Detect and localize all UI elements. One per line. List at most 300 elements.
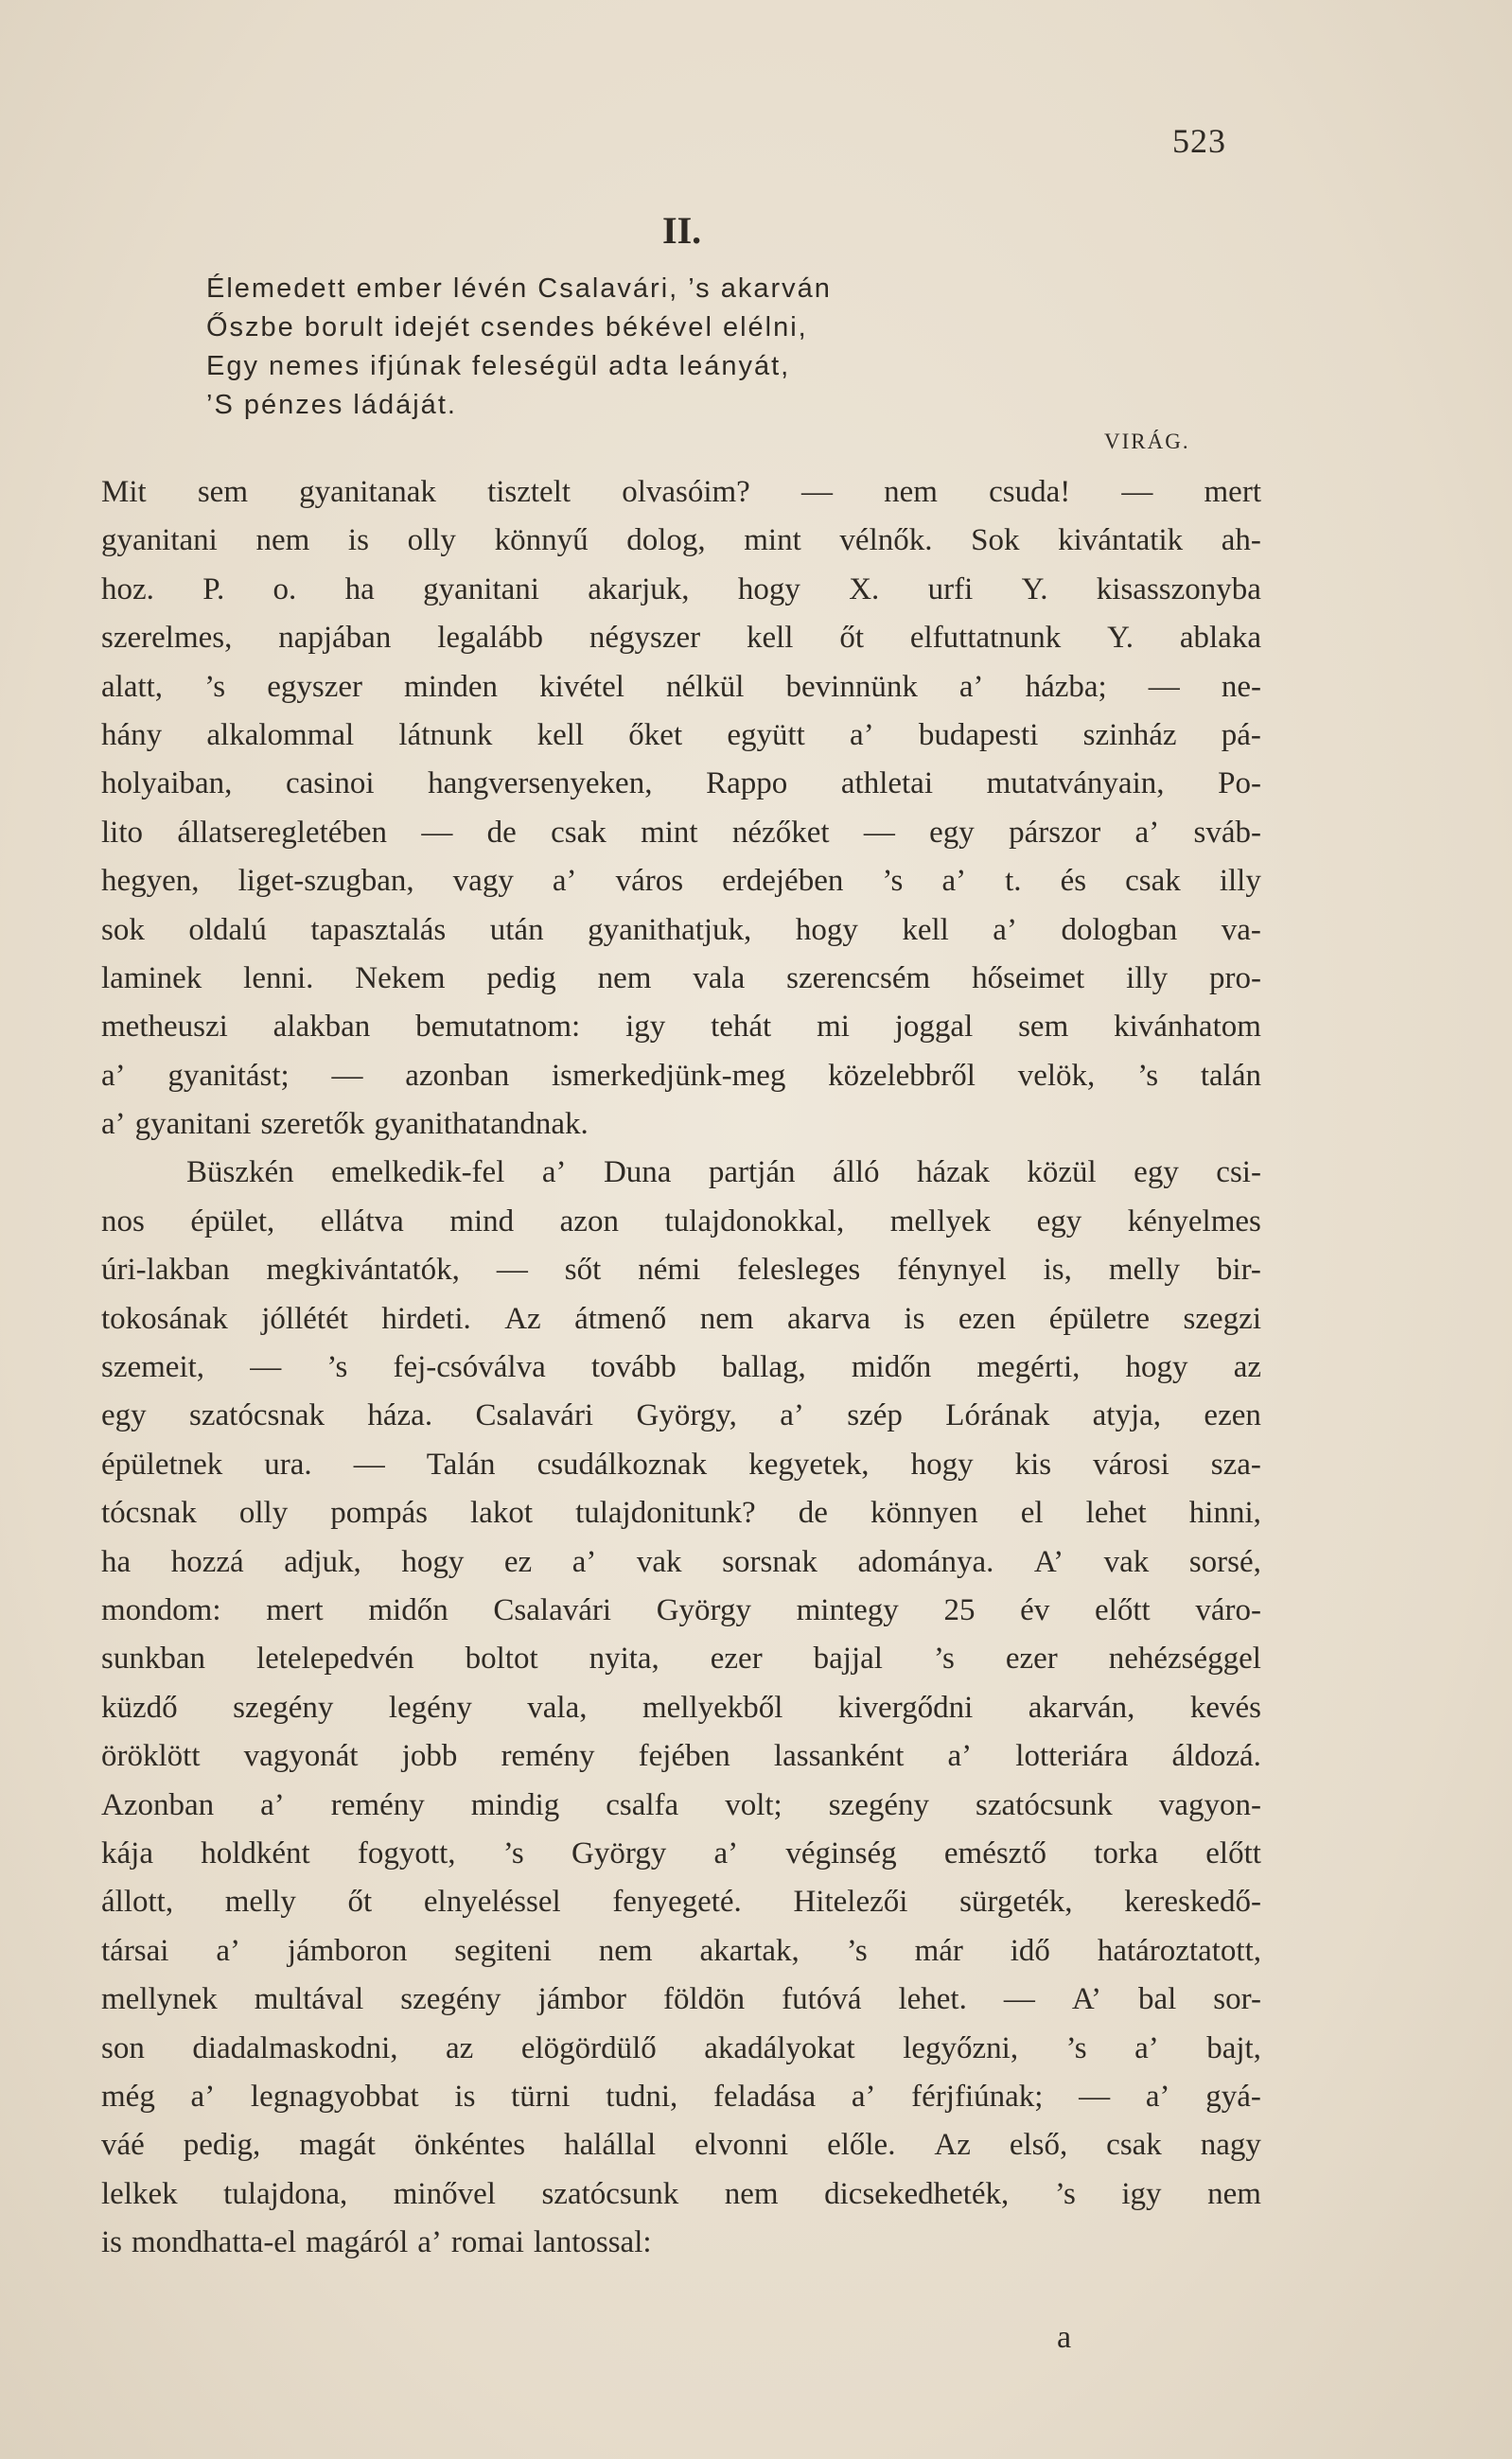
word: a’ <box>101 1107 126 1142</box>
word: szatócsnak <box>189 1398 325 1433</box>
text-line <box>101 517 1261 565</box>
word: a’ <box>780 1398 804 1433</box>
word: az <box>446 2030 474 2065</box>
text-line <box>101 711 1261 760</box>
text-line <box>101 1441 1261 1489</box>
word: adjuk, <box>284 1544 361 1579</box>
word: nem <box>699 1301 754 1336</box>
epigraph-line: Egy nemes ifjúnak feleségül adta leányát, <box>206 351 791 381</box>
word: városi <box>1093 1447 1169 1482</box>
word: előle. <box>827 2128 896 2163</box>
word: ismerkedjünk-meg <box>551 1058 786 1093</box>
word: nem <box>724 2176 779 2211</box>
word: remény <box>330 1787 425 1822</box>
body-text <box>101 468 1261 2267</box>
word: pá- <box>1221 717 1261 752</box>
word: hirdeti. <box>381 1301 471 1336</box>
word: csuda! <box>989 475 1071 509</box>
word: liget-szugban, <box>237 864 414 899</box>
word: velök, <box>1017 1058 1096 1093</box>
word: va- <box>1221 912 1261 947</box>
word: — <box>1079 2079 1111 2114</box>
word: egy <box>929 815 975 850</box>
word: hoz. <box>101 571 154 606</box>
word: melly <box>1108 1253 1180 1288</box>
word: hegyen, <box>101 864 200 899</box>
word: küzdő <box>101 1690 178 1725</box>
word: holdként <box>201 1835 310 1871</box>
word: őket <box>628 717 683 752</box>
word: csudálkoznak <box>536 1447 708 1482</box>
word: még <box>101 2079 155 2114</box>
word: is <box>904 1301 925 1336</box>
word: kell <box>902 912 949 947</box>
word: Azonban <box>101 1787 215 1822</box>
word: a’ <box>260 1787 285 1822</box>
text-line <box>101 1100 1261 1149</box>
word: sza- <box>1210 1447 1261 1482</box>
word: hogy <box>401 1544 465 1579</box>
epigraph-line: ’S pénzes ládáját. <box>206 390 457 420</box>
word: tócsnak <box>101 1496 197 1531</box>
word: vagyon- <box>1158 1787 1261 1822</box>
word: metheuszi <box>101 1010 228 1045</box>
word: elnyeléssel <box>423 1885 561 1920</box>
word: joggal <box>894 1010 974 1045</box>
word: athletai <box>840 766 933 801</box>
word: — <box>496 1253 528 1288</box>
word: közelebbről <box>828 1058 976 1093</box>
word: lito <box>101 815 144 850</box>
text-line <box>101 2170 1261 2219</box>
word: A’ <box>1033 1544 1064 1579</box>
word: jámboron <box>287 1933 408 1968</box>
word: akarjuk, <box>588 571 690 606</box>
word: lehet. <box>898 1982 967 2017</box>
word: dologban <box>1061 912 1178 947</box>
word: lantossal: <box>533 2225 652 2260</box>
word: multával <box>254 1982 364 2017</box>
word: mert <box>266 1592 324 1627</box>
word: azonban <box>405 1058 510 1093</box>
word: Y. <box>1107 621 1134 656</box>
word: romai <box>450 2225 524 2260</box>
word: ballag, <box>721 1350 806 1385</box>
word: csak <box>1106 2128 1162 2163</box>
word: a’ <box>541 1155 567 1190</box>
word: ’s <box>502 1835 524 1871</box>
word: kényelmes <box>1127 1203 1261 1238</box>
word: — <box>1121 475 1153 509</box>
text-line <box>101 1635 1261 1683</box>
word: gyanithatjuk, <box>588 912 752 947</box>
word: halállal <box>564 2128 657 2163</box>
word: állatseregletében <box>177 815 388 850</box>
word: és <box>1060 864 1087 899</box>
word: sunkban <box>101 1642 205 1677</box>
word: négyszer <box>589 621 701 656</box>
word: fenyegeté. <box>612 1885 742 1920</box>
word: de <box>798 1496 828 1531</box>
word: az <box>1233 1350 1261 1385</box>
word: nézőket <box>731 815 830 850</box>
word: ’s <box>1065 2030 1087 2065</box>
word: mi <box>817 1010 850 1045</box>
word: épület, <box>190 1203 275 1238</box>
word: megérti, <box>976 1350 1081 1385</box>
word: látnunk <box>398 717 493 752</box>
word: dicsekedheték, <box>824 2176 1010 2211</box>
word: a’ <box>850 717 874 752</box>
word: nem <box>884 475 938 509</box>
word: kivétel <box>539 669 624 704</box>
word: atyja, <box>1092 1398 1162 1433</box>
epigraph-attribution: VIRÁG. <box>1104 430 1190 453</box>
word: tokosának <box>101 1301 228 1336</box>
word: együtt <box>727 717 805 752</box>
word: illy <box>1126 960 1169 995</box>
word: letelepedvén <box>255 1642 414 1677</box>
text-line <box>101 809 1261 857</box>
word: akadályokat <box>704 2030 855 2065</box>
word: Az <box>934 2128 971 2163</box>
word: a’ <box>1134 815 1160 850</box>
word: fej-csóválva <box>393 1350 546 1385</box>
word: nem <box>1207 2176 1261 2211</box>
text-line <box>101 1684 1261 1732</box>
word: bal <box>1137 1982 1177 2017</box>
word: midőn <box>368 1592 448 1627</box>
word: lakot <box>470 1496 533 1531</box>
word: — <box>863 815 895 850</box>
word: egyszer <box>267 669 362 704</box>
word: Az <box>504 1301 541 1336</box>
word: ah- <box>1221 523 1261 558</box>
word: vala, <box>527 1690 588 1725</box>
word: kegyetek, <box>748 1447 870 1482</box>
word: fogyott, <box>357 1835 456 1871</box>
chapter-heading: II. <box>662 209 702 252</box>
word: a’ <box>941 864 967 899</box>
word: ’s <box>846 1933 868 1968</box>
word: partján <box>708 1155 796 1190</box>
word: mert <box>1204 475 1261 509</box>
word: — <box>331 1058 363 1093</box>
word: a’ <box>958 669 984 704</box>
word: laminek <box>101 960 202 995</box>
word: lassanként <box>773 1739 905 1774</box>
word: is <box>454 2079 476 2114</box>
word: nos <box>101 1203 145 1238</box>
word: alkalommal <box>206 717 355 752</box>
word: őt <box>347 1885 373 1920</box>
word: idő <box>1010 1933 1050 1968</box>
text-line <box>101 2219 1261 2267</box>
word: gyá- <box>1205 2079 1261 2114</box>
word: kivántatik <box>1058 523 1184 558</box>
word: épületre <box>1048 1301 1151 1336</box>
word: A’ <box>1071 1982 1101 2017</box>
word: Sok <box>971 523 1020 558</box>
word: pro- <box>1208 960 1261 995</box>
word: a’ <box>851 2079 876 2114</box>
word: sok <box>101 912 145 947</box>
word: véginség <box>785 1835 897 1871</box>
word: lelkek <box>101 2176 178 2211</box>
word: lehet <box>1085 1496 1147 1531</box>
text-line <box>101 1976 1261 2024</box>
word: sürgeték, <box>959 1885 1073 1920</box>
word: minden <box>404 669 499 704</box>
word: öröklött <box>101 1739 201 1774</box>
word: György <box>571 1835 667 1871</box>
word: könnyű <box>494 523 589 558</box>
word: dolog, <box>626 523 706 558</box>
word: sem <box>1018 1010 1069 1045</box>
word: nehézséggel <box>1108 1642 1261 1677</box>
text-line <box>101 857 1261 905</box>
word: egy <box>101 1398 147 1433</box>
word: nélkül <box>665 669 745 704</box>
word: olvasóim? <box>622 475 750 509</box>
word: szerelmes, <box>101 621 233 656</box>
word: mindig <box>470 1787 560 1822</box>
word: háza. <box>367 1398 433 1433</box>
word: melly <box>224 1885 296 1920</box>
word: váé <box>101 2128 145 2163</box>
word: elögördülő <box>520 2030 657 2065</box>
word: ellátva <box>320 1203 404 1238</box>
word: felesleges <box>737 1253 861 1288</box>
word: illy <box>1219 864 1261 899</box>
word: el <box>1020 1496 1044 1531</box>
word: is <box>101 2225 123 2260</box>
word: György, <box>636 1398 737 1433</box>
word: casinoi <box>286 766 375 801</box>
word: szép <box>847 1398 903 1433</box>
word: Lórának <box>945 1398 1050 1433</box>
word: legnagyobbat <box>250 2079 419 2114</box>
word: Po- <box>1218 766 1261 801</box>
word: Nekem <box>355 960 446 995</box>
word: Hitelezői <box>793 1885 908 1920</box>
text-line <box>101 1878 1261 1926</box>
word: kevés <box>1189 1690 1261 1725</box>
word: mondhatta-el <box>132 2225 297 2260</box>
word: diadalmaskodni, <box>192 2030 398 2065</box>
word: magáról <box>306 2225 409 2260</box>
text-line <box>101 1538 1261 1587</box>
text-line <box>101 1830 1261 1878</box>
word: a’ <box>947 1739 973 1774</box>
word: gyanitást; <box>167 1058 290 1093</box>
word: futóvá <box>782 1982 862 2017</box>
word: a’ <box>713 1835 739 1871</box>
word: adománya. <box>857 1544 994 1579</box>
word: tulajdonokkal, <box>664 1203 845 1238</box>
word: elvonni <box>694 2128 789 2163</box>
word: György <box>656 1592 751 1627</box>
word: csak <box>551 815 607 850</box>
word: elfuttatnunk <box>909 621 1062 656</box>
word: boltot <box>465 1642 538 1677</box>
word: akarván, <box>1028 1690 1135 1725</box>
word: vagy <box>452 864 514 899</box>
text-line <box>101 1003 1261 1051</box>
word: ezer <box>710 1642 763 1677</box>
word: vak <box>1103 1544 1150 1579</box>
word: a’ <box>1134 2030 1159 2065</box>
word: lenni. <box>243 960 314 995</box>
word: alatt, <box>101 669 164 704</box>
word: remény <box>501 1739 595 1774</box>
word: tudni, <box>606 2079 678 2114</box>
word: egy <box>1134 1155 1179 1190</box>
word: első, <box>1009 2128 1068 2163</box>
word: — <box>1003 1982 1035 2017</box>
word: lotteriára <box>1015 1739 1129 1774</box>
word: állott, <box>101 1885 174 1920</box>
text-line <box>101 1732 1261 1781</box>
word: a’ <box>101 1058 126 1093</box>
epigraph-line: Őszbe borult idejét csendes békével elélni, <box>206 312 808 343</box>
word: csak <box>1125 864 1181 899</box>
word: o. <box>273 571 297 606</box>
word: olly <box>407 523 456 558</box>
word: ablaka <box>1179 621 1261 656</box>
word: kája <box>101 1835 153 1871</box>
word: midőn <box>851 1350 932 1385</box>
word: ’s <box>1137 1058 1159 1093</box>
word: kivánhatom <box>1114 1010 1261 1045</box>
word: bajt, <box>1206 2030 1261 2065</box>
word: Duna <box>603 1155 672 1190</box>
word: mellyek <box>889 1203 992 1238</box>
word: váro- <box>1195 1592 1261 1627</box>
word: ez <box>503 1544 533 1579</box>
word: olly <box>238 1496 289 1531</box>
word: vala <box>693 960 746 995</box>
word: volt; <box>725 1787 782 1822</box>
word: Y. <box>1021 571 1048 606</box>
word: talán <box>1200 1058 1261 1093</box>
word: t. <box>1005 864 1022 899</box>
word: őt <box>839 621 864 656</box>
word: — <box>353 1447 385 1482</box>
word: hány <box>101 717 163 752</box>
word: torka <box>1094 1835 1159 1871</box>
word: segiteni <box>454 1933 552 1968</box>
text-line <box>101 2121 1261 2169</box>
word: a’ <box>993 912 1017 947</box>
word: mellyekből <box>642 1690 783 1725</box>
word: mint <box>744 523 801 558</box>
word: azon <box>559 1203 619 1238</box>
word: ha <box>344 571 375 606</box>
text-line <box>101 1246 1261 1294</box>
word: gyanitanak <box>299 475 436 509</box>
word: előtt <box>1205 1835 1261 1871</box>
word: — <box>250 1350 282 1385</box>
text-line <box>101 1392 1261 1440</box>
word: Büszkén <box>186 1155 294 1190</box>
word: fénynyel <box>897 1253 1007 1288</box>
word: ura. <box>264 1447 312 1482</box>
word: a’ <box>571 1544 597 1579</box>
word: ’s <box>933 1642 955 1677</box>
word: vélnők. <box>839 523 933 558</box>
word: áldozá. <box>1171 1739 1261 1774</box>
word: férjfiúnak; <box>911 2079 1044 2114</box>
word: kis <box>1014 1447 1052 1482</box>
word: szatócsunk <box>976 1787 1113 1822</box>
word: is <box>347 523 369 558</box>
word: tapasztalás <box>310 912 447 947</box>
word: oldalú <box>188 912 267 947</box>
word: sőt <box>564 1253 602 1288</box>
word: sorsé, <box>1188 1544 1261 1579</box>
word: épületnek <box>101 1447 223 1482</box>
word: álló <box>833 1155 880 1190</box>
text-line <box>101 955 1261 1003</box>
word: hogy <box>737 571 800 606</box>
word: nyita, <box>589 1642 659 1677</box>
word: ne- <box>1221 669 1261 704</box>
word: bir- <box>1216 1253 1261 1288</box>
word: csi- <box>1216 1155 1261 1190</box>
text-line <box>101 1782 1261 1830</box>
word: némi <box>638 1253 701 1288</box>
word: de <box>486 815 517 850</box>
epigraph-line: Élemedett ember lévén Csalavári, ’s akarván <box>206 273 832 304</box>
word: a’ <box>552 864 577 899</box>
word: nagy <box>1200 2128 1261 2163</box>
word: hőseimet <box>972 960 1085 995</box>
word: Mit <box>101 475 147 509</box>
word: emésztő <box>943 1835 1046 1871</box>
word: jóllétét <box>261 1301 348 1336</box>
word: hangversenyeken, <box>428 766 653 801</box>
word: város <box>615 864 684 899</box>
word: tisztelt <box>487 475 571 509</box>
word: közül <box>1027 1155 1097 1190</box>
word: szegzi <box>1183 1301 1261 1336</box>
word: legalább <box>437 621 543 656</box>
word: ezen <box>958 1301 1016 1336</box>
word: Csalavári <box>475 1398 594 1433</box>
word: legény <box>388 1690 472 1725</box>
word: megkivántatók, <box>266 1253 460 1288</box>
word: földön <box>663 1982 746 2017</box>
word: akarva <box>787 1301 870 1336</box>
word: a’ <box>1145 2079 1170 2114</box>
word: gyanitani <box>423 571 539 606</box>
word: nem <box>255 523 310 558</box>
word: feladása <box>713 2079 817 2114</box>
word: gyanithatandnak. <box>374 1107 589 1142</box>
text-line <box>101 906 1261 955</box>
word: mutatványain, <box>986 766 1165 801</box>
word: mintegy <box>796 1592 899 1627</box>
word: nem <box>597 960 652 995</box>
text-line <box>101 1489 1261 1537</box>
word: előtt <box>1095 1592 1151 1627</box>
word: kell <box>536 717 585 752</box>
word: ’s <box>1054 2176 1076 2211</box>
word: is, <box>1043 1253 1072 1288</box>
word: szegény <box>400 1982 501 2017</box>
word: tovább <box>590 1350 677 1385</box>
